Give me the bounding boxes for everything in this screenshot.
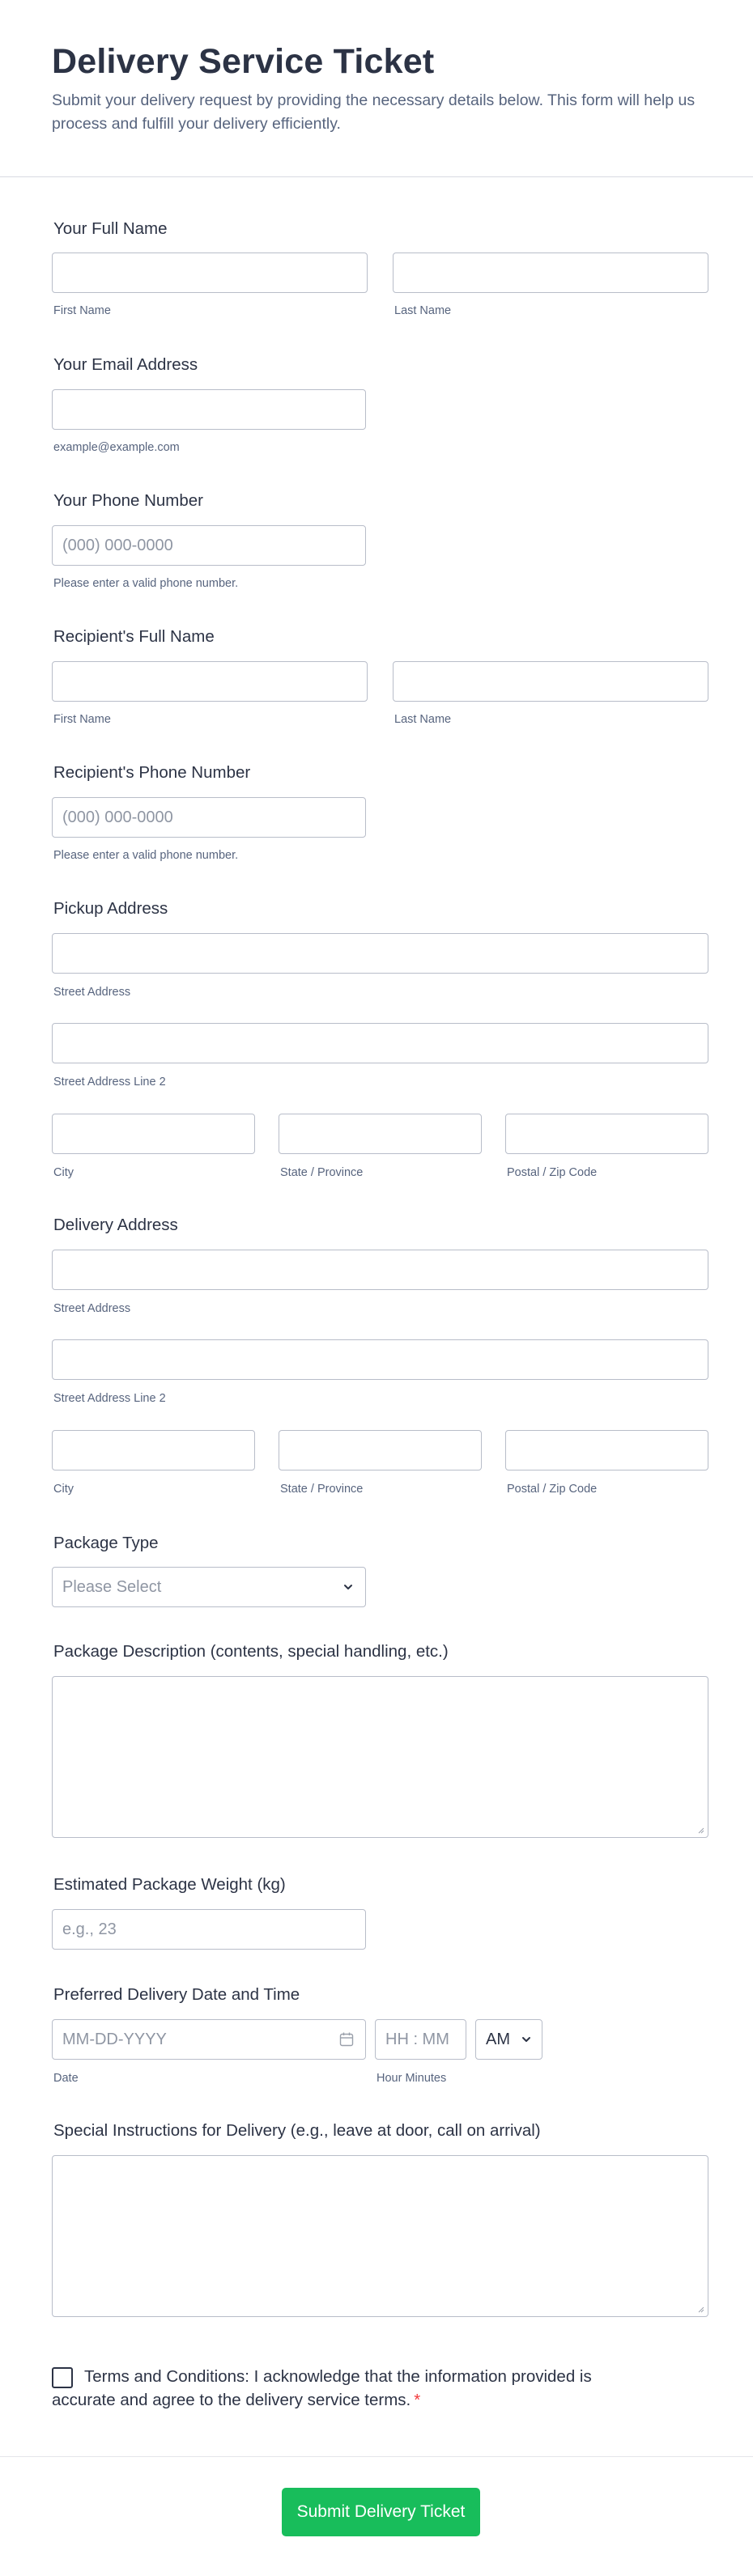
pickup-state-sublabel: State / Province <box>280 1166 364 1179</box>
phone-placeholder: (000) 000-0000 <box>62 537 173 554</box>
delivery-street2-input[interactable] <box>52 1339 708 1380</box>
datetime-label: Preferred Delivery Date and Time <box>53 1985 300 2004</box>
full-name-label: Your Full Name <box>53 219 168 238</box>
first-name-sublabel: First Name <box>53 304 111 317</box>
delivery-city-input[interactable] <box>52 1430 255 1470</box>
phone-label: Your Phone Number <box>53 491 204 510</box>
last-name-sublabel: Last Name <box>394 304 452 317</box>
terms-text-block <box>52 2365 635 2412</box>
recipient-name-label: Recipient's Full Name <box>53 627 215 646</box>
ampm-selected: AM <box>486 2031 510 2048</box>
instructions-textarea[interactable] <box>52 2155 708 2317</box>
required-mark: * <box>414 2391 421 2409</box>
footer-divider <box>0 2456 753 2457</box>
pickup-street-input[interactable] <box>52 933 708 974</box>
time-placeholder: HH : MM <box>385 2031 449 2048</box>
submit-button[interactable]: Submit Delivery Ticket <box>282 2488 480 2536</box>
pickup-zip-input[interactable] <box>505 1114 708 1154</box>
chevron-down-icon <box>521 2034 532 2045</box>
email-field[interactable] <box>52 389 366 430</box>
email-sublabel: example@example.com <box>53 441 180 454</box>
date-sublabel: Date <box>53 2072 79 2085</box>
recipient-last-name-input[interactable] <box>393 661 708 702</box>
recipient-first-name-sublabel: First Name <box>53 713 111 726</box>
package-description-label: Package Description (contents, special handling, etc.) <box>53 1642 449 1661</box>
package-type-selected: Please Select <box>62 1578 162 1596</box>
resize-grip-icon[interactable] <box>698 2307 704 2313</box>
pickup-city-input[interactable] <box>52 1114 255 1154</box>
terms-label: Terms and Conditions: I acknowledge that the information provided is accurate and agree to the delivery service terms. <box>52 2367 592 2409</box>
date-placeholder: MM-DD-YYYY <box>62 2031 167 2048</box>
form-header <box>0 0 753 177</box>
package-type-label: Package Type <box>53 1534 159 1552</box>
delivery-state-sublabel: State / Province <box>280 1483 364 1496</box>
first-name-input[interactable] <box>52 253 368 293</box>
recipient-phone-placeholder: (000) 000-0000 <box>62 808 173 826</box>
email-label: Your Email Address <box>53 355 198 374</box>
recipient-first-name-input[interactable] <box>52 661 368 702</box>
time-sublabel: Hour Minutes <box>376 2072 447 2085</box>
phone-input[interactable] <box>52 525 366 566</box>
time-input[interactable] <box>375 2019 466 2060</box>
pickup-street2-input[interactable] <box>52 1023 708 1063</box>
pickup-city-sublabel: City <box>53 1166 74 1179</box>
recipient-phone-sublabel: Please enter a valid phone number. <box>53 849 239 862</box>
weight-label: Estimated Package Weight (kg) <box>53 1875 286 1894</box>
weight-input[interactable] <box>52 1909 366 1950</box>
pickup-street-sublabel: Street Address <box>53 986 131 999</box>
recipient-phone-input[interactable] <box>52 797 366 838</box>
pickup-zip-sublabel: Postal / Zip Code <box>507 1166 598 1179</box>
recipient-phone-label: Recipient's Phone Number <box>53 763 251 782</box>
phone-sublabel: Please enter a valid phone number. <box>53 577 239 590</box>
calendar-icon[interactable] <box>339 2031 354 2048</box>
date-input[interactable] <box>52 2019 366 2060</box>
last-name-input[interactable] <box>393 253 708 293</box>
delivery-address-label: Delivery Address <box>53 1216 178 1234</box>
delivery-state-input[interactable] <box>279 1430 482 1470</box>
delivery-street-input[interactable] <box>52 1250 708 1290</box>
delivery-city-sublabel: City <box>53 1483 74 1496</box>
package-description-textarea[interactable] <box>52 1676 708 1838</box>
delivery-street-sublabel: Street Address <box>53 1302 131 1315</box>
package-type-select[interactable] <box>52 1567 366 1607</box>
pickup-address-label: Pickup Address <box>53 899 168 918</box>
recipient-last-name-sublabel: Last Name <box>394 713 452 726</box>
resize-grip-icon[interactable] <box>698 1827 704 1834</box>
delivery-street2-sublabel: Street Address Line 2 <box>53 1392 166 1405</box>
delivery-zip-input[interactable] <box>505 1430 708 1470</box>
page-subtitle: Submit your delivery request by providing the necessary details below. This form will help us process and fulfill your delivery efficiently. <box>52 91 696 133</box>
page-title: Delivery Service Ticket <box>52 42 435 81</box>
weight-placeholder: e.g., 23 <box>62 1920 117 1938</box>
instructions-label: Special Instructions for Delivery (e.g., leave at door, call on arrival) <box>53 2121 541 2140</box>
pickup-street2-sublabel: Street Address Line 2 <box>53 1076 166 1089</box>
delivery-zip-sublabel: Postal / Zip Code <box>507 1483 598 1496</box>
ampm-select[interactable] <box>475 2019 542 2060</box>
pickup-state-input[interactable] <box>279 1114 482 1154</box>
chevron-down-icon <box>342 1581 354 1593</box>
